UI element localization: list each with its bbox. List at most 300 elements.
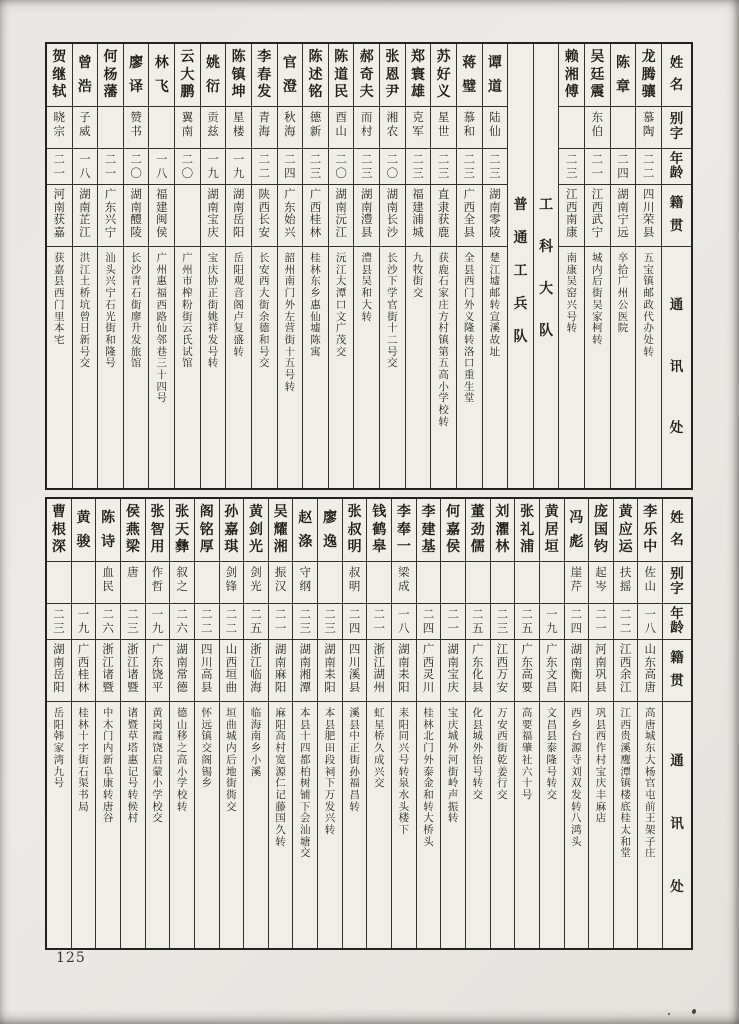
person-column [342,499,367,948]
person-column [539,499,564,948]
native-place-cell: 广 西 全 县 [457,184,482,246]
person-column [194,499,219,948]
name-cell: 郝 奇 夫 [359,49,374,101]
contact-address-cell: 卒 拾 广 州 公 医 院 [611,246,636,488]
age-cell: 一 八 [392,603,416,639]
name-cell: 张 叔 明 [347,504,362,556]
person-column [200,44,226,488]
native-place-cell: 四 川 荣 县 [636,184,661,246]
native-place-cell: 山 西 垣 曲 [220,639,244,701]
courtesy-name-cell [417,561,441,603]
native-place-cell: 广 西 桂 林 [303,184,328,246]
person-column [588,499,613,948]
person-column [430,44,456,488]
contact-address-cell: 长 沙 下 学 官 街 十 二 号 交 [380,246,405,488]
age-cell: 一 八 [638,603,662,639]
courtesy-name-cell: 起 岑 [589,561,613,603]
courtesy-name-cell: 梁 成 [392,561,416,603]
person-column [243,499,268,948]
contact-address-cell: 高 要 福 肇 社 六 十 号 [515,701,539,948]
courtesy-name-cell: 剑 光 [244,561,268,603]
person-column [97,44,123,488]
courtesy-name-cell: 陆 仙 [483,106,508,148]
courtesy-name-cell: 唐 [121,561,145,603]
name-cell: 陈 诗 [101,510,116,550]
age-cell: 二 四 [278,148,303,184]
person-column [416,499,441,948]
unit-section-column [533,44,559,488]
contact-address-cell: 中 木 门 内 新 阜 康 转 唐 谷 [96,701,120,948]
person-column [268,499,293,948]
native-place-cell: 浙 江 临 海 [244,639,268,701]
name-cell: 李 乐 中 [643,504,658,556]
person-column [637,499,662,948]
native-place-cell: 浙 江 诸 暨 [121,639,145,701]
courtesy-name-cell: 青 海 [252,106,277,148]
native-place-cell: 湖 南 芷 江 [73,184,98,246]
contact-address-cell: 本 县 十 四 都 柏 树 铺 下 会 汕 塘 交 [293,701,317,948]
courtesy-name-cell [466,561,490,603]
age-header: 年 龄 [663,603,691,639]
courtesy-name-cell [98,106,123,148]
age-cell: 二 五 [466,603,490,639]
origin-header: 籍 贯 [663,639,691,701]
contact-address-cell: 耒 阳 同 兴 号 转 泉 水 头 楼 下 [392,701,416,948]
name-cell: 蒋 璧 [462,55,477,95]
age-cell: 二 三 [354,148,379,184]
courtesy-name-cell [318,561,342,603]
native-place-cell: 江 西 南 康 [559,184,584,246]
person-column [635,44,661,488]
native-place-cell: 湖 南 岳 阳 [47,639,71,701]
name-cell: 李 建 基 [421,504,436,556]
person-column [145,499,170,948]
contact-address-cell: 汕 头 兴 宁 石 光 街 和 隆 号 [98,246,123,488]
native-place-cell: 湖 南 衡 阳 [565,639,589,701]
age-cell: 二 一 [589,603,613,639]
unit-section-label: 工 科 大 队 [539,197,554,339]
name-cell: 张 天 彝 [175,504,190,556]
courtesy-name-cell: 贡 兹 [201,106,226,148]
age-cell: 二 二 [252,148,277,184]
name-cell: 张 智 用 [150,504,165,556]
age-cell: 一 九 [72,603,96,639]
person-column [610,44,636,488]
native-place-cell: 湖 南 常 德 [170,639,194,701]
native-place-cell: 广 西 桂 林 [72,639,96,701]
person-column [225,44,251,488]
courtesy-name-cell: 佐 山 [638,561,662,603]
native-place-cell: 湖 南 宝 庆 [201,184,226,246]
contact-address-cell: 黄 岗 霞 饶 启 蒙 小 学 校 交 [146,701,170,948]
person-column [219,499,244,948]
native-place-cell: 湖 南 零 陵 [483,184,508,246]
person-column [465,499,490,948]
contact-address-cell: 获 嘉 县 西 门 里 本 宅 [47,246,72,488]
person-column [584,44,610,488]
native-place-cell: 湖 南 岳 阳 [226,184,251,246]
name-cell: 黄 骏 [76,510,91,550]
courtesy-name-cell: 守 纲 [293,561,317,603]
contact-address-cell: 沅 江 大 潭 口 文 广 茂 交 [329,246,354,488]
name-cell: 官 澄 [282,55,297,95]
roster-table-bottom [45,497,693,950]
name-cell: 孙 嘉 琪 [224,504,239,556]
name-cell: 陈 道 民 [334,49,349,101]
person-column [490,499,515,948]
contact-address-cell: 洪 江 土 桥 坑 曾 日 新 号 交 [73,246,98,488]
name-cell: 苏 好 义 [436,49,451,101]
native-place-cell: 江 西 万 安 [491,639,515,701]
courtesy-name-cell: 叔 明 [343,561,367,603]
person-column [613,499,638,948]
name-cell: 龙 腾 骧 [641,49,656,101]
name-cell: 何 杨 藩 [103,49,118,101]
person-column [456,44,482,488]
native-place-cell: 湖 南 宁 远 [611,184,636,246]
courtesy-name-cell: 子 威 [73,106,98,148]
age-cell: 一 九 [226,148,251,184]
age-cell: 二 一 [585,148,610,184]
native-place-cell: 江 西 武 宁 [585,184,610,246]
courtesy-name-cell [559,106,584,148]
origin-header: 籍 贯 [662,184,691,246]
age-cell: 一 九 [146,603,170,639]
courtesy-name-cell [515,561,539,603]
age-cell: 二 三 [318,603,342,639]
age-cell: 二 四 [611,148,636,184]
native-place-cell: 湖 南 澧 县 [354,184,379,246]
age-cell: 二 四 [343,603,367,639]
age-cell: 二 三 [121,603,145,639]
contact-address-cell: 桂 林 十 字 街 石 渠 书 局 [72,701,96,948]
age-cell: 二 二 [614,603,638,639]
contact-address-cell: 宝 庆 城 外 河 街 岭 声 振 转 [441,701,465,948]
contact-address-cell: 万 安 西 街 乾 姜 行 交 [491,701,515,948]
contact-address-cell: 城 内 后 街 吴 家 柯 转 [585,246,610,488]
courtesy-name-cell: 星 世 [431,106,456,148]
age-cell: 二 一 [98,148,123,184]
ink-speck [668,1013,670,1015]
contact-address-cell: 广 州 惠 福 西 路 仙 邻 巷 三 十 四 号 [149,246,174,488]
age-cell: 二 〇 [124,148,149,184]
courtesy-name-cell: 叙 之 [170,561,194,603]
age-cell: 二 四 [417,603,441,639]
contact-address-cell: 虹 星 桥 久 成 兴 交 [367,701,391,948]
native-place-cell: 陕 西 长 安 [252,184,277,246]
person-column [277,44,303,488]
person-column [328,44,354,488]
native-place-cell: 河 南 巩 县 [589,639,613,701]
age-cell: 二 三 [431,148,456,184]
native-place-cell: 广 东 兴 宁 [98,184,123,246]
age-cell: 二 一 [47,148,72,184]
unit-section-column [507,44,533,488]
contact-address-cell: 楚 江 墟 邮 转 宣 溪 故 址 [483,246,508,488]
contact-address-cell: 宝 庆 协 正 街 姚 祥 发 号 转 [201,246,226,488]
courtesy-name-cell [540,561,564,603]
person-column [174,44,200,488]
courtesy-name-cell [611,106,636,148]
name-cell: 黄 剑 光 [249,504,264,556]
courtesy-name-cell: 慕 和 [457,106,482,148]
native-place-cell: 湖 南 沅 江 [329,184,354,246]
age-cell: 一 九 [201,148,226,184]
name-cell: 刘 灈 林 [495,504,510,556]
name-cell: 侯 燕 梁 [125,504,140,556]
person-column [148,44,174,488]
age-cell: 二 一 [441,603,465,639]
name-cell: 吴 廷 震 [590,49,605,101]
name-cell: 陈 镇 坤 [231,49,246,101]
contact-address-cell: 全 县 西 门 外 义 隆 转 洛 口 重 生 堂 [457,246,482,488]
native-place-cell: 广 西 灵 川 [417,639,441,701]
name-cell: 贺 继 轼 [52,49,67,101]
courtesy-header: 别 字 [662,106,691,148]
name-cell: 曹 根 深 [51,504,66,556]
age-cell: 二 一 [367,603,391,639]
courtesy-name-cell: 星 楼 [226,106,251,148]
name-cell: 廖 逸 [322,510,337,550]
name-cell: 董 劲 儒 [470,504,485,556]
person-column [169,499,194,948]
contact-address-cell: 韶 州 南 门 外 左 营 街 十 五 号 转 [278,246,303,488]
native-place-cell: 浙 江 湖 州 [367,639,391,701]
courtesy-name-cell [195,561,219,603]
name-cell: 曾 浩 [77,55,92,95]
contact-address-cell: 溪 县 中 正 街 孙 福 昌 转 [343,701,367,948]
person-column [123,44,149,488]
courtesy-name-cell: 血 民 [96,561,120,603]
contact-address-cell: 南 康 吴 窑 兴 号 转 [559,246,584,488]
native-place-cell: 四 川 溪 县 [343,639,367,701]
age-cell: 二 三 [303,148,328,184]
courtesy-name-cell [149,106,174,148]
name-cell: 冯 彪 [569,510,584,550]
native-place-cell: 湖 南 耒 阳 [318,639,342,701]
name-cell: 庞 国 钧 [593,504,608,556]
name-cell: 林 飞 [154,55,169,95]
person-column [251,44,277,488]
contact-address-cell: 长 沙 青 石 街 廖 升 发 旅 馆 [124,246,149,488]
courtesy-name-cell [367,561,391,603]
contact-header: 通 讯 处 [662,246,691,488]
native-place-cell: 江 西 余 江 [614,639,638,701]
roster-table-top [45,42,693,490]
native-place-cell: 湖 南 醴 陵 [124,184,149,246]
age-cell: 二 三 [483,148,508,184]
contact-address-cell: 广 州 市 榨 粉 街 云 氏 试 馆 [175,246,200,488]
contact-address-cell: 德 山 移 之 高 小 学 校 转 [170,701,194,948]
courtesy-name-cell: 作 哲 [146,561,170,603]
courtesy-name-cell: 赞 书 [124,106,149,148]
native-place-cell: 浙 江 诸 暨 [96,639,120,701]
unit-section-label: 普 通 工 兵 队 [513,197,528,345]
age-cell: 二 二 [636,148,661,184]
person-column [47,499,71,948]
name-cell: 阁 铭 厚 [199,504,214,556]
courtesy-name-cell: 晓 宗 [47,106,72,148]
name-cell: 吴 耀 湘 [273,504,288,556]
name-cell: 谭 道 [487,55,502,95]
native-place-cell: 湖 南 长 沙 [380,184,405,246]
contact-address-cell: 五 宝 镇 邮 政 代 办 处 转 [636,246,661,488]
person-column [120,499,145,948]
native-place-cell: 直 隶 获 鹿 [431,184,456,246]
courtesy-name-cell: 振 汉 [269,561,293,603]
person-column [391,499,416,948]
native-place-cell: 广 东 饶 平 [146,639,170,701]
person-column [564,499,589,948]
person-column [366,499,391,948]
courtesy-name-cell [72,561,96,603]
person-column [302,44,328,488]
courtesy-name-cell: 而 村 [354,106,379,148]
column-headers [662,499,691,948]
courtesy-name-cell: 湘 农 [380,106,405,148]
contact-address-cell: 澧 县 吴 和 大 转 [354,246,379,488]
contact-address-cell: 临 海 南 乡 小 溪 [244,701,268,948]
age-cell: 二 五 [244,603,268,639]
native-place-cell: 湖 南 湘 潭 [293,639,317,701]
courtesy-name-cell [441,561,465,603]
name-cell: 张 礼 浦 [520,504,535,556]
person-column [440,499,465,948]
contact-address-cell: 高 唐 城 东 大 杨 官 屯 前 王 架 子 庄 [638,701,662,948]
courtesy-name-cell: 剑 锋 [220,561,244,603]
age-cell: 一 九 [540,603,564,639]
courtesy-name-cell: 克 军 [406,106,431,148]
age-cell: 二 〇 [380,148,405,184]
name-cell: 张 恩 尹 [385,49,400,101]
contact-address-cell: 桂 林 东 乡 惠 仙 墟 陈 寓 [303,246,328,488]
person-column [379,44,405,488]
person-column [317,499,342,948]
courtesy-name-cell: 慕 陶 [636,106,661,148]
courtesy-name-cell: 秋 海 [278,106,303,148]
name-cell: 赖 湘 傅 [564,49,579,101]
courtesy-name-cell: 崖 芹 [565,561,589,603]
age-cell: 二 二 [220,603,244,639]
age-cell: 二 六 [96,603,120,639]
name-cell: 何 嘉 侯 [446,504,461,556]
name-cell: 黄 居 垣 [544,504,559,556]
name-cell: 黄 应 运 [618,504,633,556]
age-cell: 二 一 [269,603,293,639]
contact-address-cell: 麻 阳 高 村 宽 源 仁 记 藤 国 久 转 [269,701,293,948]
contact-address-cell: 江 西 贵 溪 鹰 潭 镇 楼 底 桂 太 和 堂 [614,701,638,948]
native-place-cell: 湖 南 麻 阳 [269,639,293,701]
name-cell: 陈 述 铭 [308,49,323,101]
name-header: 姓 名 [669,54,684,94]
native-place-cell: 广 东 始 兴 [278,184,303,246]
age-header: 年 龄 [662,148,691,184]
native-place-cell: 山 东 高 唐 [638,639,662,701]
ink-speck [691,1008,696,1014]
native-place-cell: 湖 南 耒 阳 [392,639,416,701]
person-column [405,44,431,488]
name-cell: 李 春 发 [257,49,272,101]
age-cell: 一 八 [149,148,174,184]
contact-address-cell: 诸 暨 草 塔 惠 记 号 转 候 村 [121,701,145,948]
contact-address-cell: 怀 远 镇 交 阁 锡 乡 [195,701,219,948]
native-place-cell: 广 东 文 昌 [540,639,564,701]
person-column [558,44,584,488]
age-cell: 二 三 [293,603,317,639]
native-place-cell: 四 川 高 县 [195,639,219,701]
contact-header: 通 讯 处 [663,701,691,948]
age-cell: 二 二 [195,603,219,639]
age-cell: 二 〇 [175,148,200,184]
person-column [353,44,379,488]
native-place-cell: 广 东 化 县 [466,639,490,701]
courtesy-name-cell: 德 新 [303,106,328,148]
contact-address-cell: 长 安 西 大 街 余 德 和 号 交 [252,246,277,488]
person-column [514,499,539,948]
age-cell: 二 三 [406,148,431,184]
age-cell: 二 六 [170,603,194,639]
age-cell: 一 八 [73,148,98,184]
native-place-cell: 湖 南 宝 庆 [441,639,465,701]
name-cell: 陈 章 [616,55,630,95]
person-column [72,44,98,488]
person-column [47,44,72,488]
contact-address-cell: 九 牧 街 交 [406,246,431,488]
courtesy-name-cell: 东 伯 [585,106,610,148]
contact-address-cell: 桂 林 北 门 外 泰 金 和 转 大 桥 头 [417,701,441,948]
age-cell: 二 四 [565,603,589,639]
courtesy-name-cell: 酉 山 [329,106,354,148]
name-cell: 郑 寰 雄 [411,49,425,101]
name-header: 姓 名 [670,509,684,549]
native-place-cell: 福 建 浦 城 [406,184,431,246]
contact-address-cell: 获 鹿 石 家 庄 方 村 镇 第 五 高 小 学 校 转 [431,246,456,488]
age-cell: 二 三 [491,603,515,639]
person-column [71,499,96,948]
name-cell: 姚 衍 [206,55,220,95]
column-headers [661,44,691,488]
native-place-cell [175,184,200,246]
name-cell: 钱 鹤 皋 [372,504,387,556]
age-cell: 二 五 [515,603,539,639]
courtesy-name-cell [47,561,71,603]
age-cell: 二 〇 [329,148,354,184]
person-column [482,44,508,488]
name-cell: 李 奉 一 [396,504,411,556]
contact-address-cell: 岳 阳 韩 家 湾 九 号 [47,701,71,948]
courtesy-header: 别 字 [663,561,691,603]
contact-address-cell: 岳 阳 观 音 阁 卢 复 盛 转 [226,246,251,488]
courtesy-name-cell [491,561,515,603]
contact-address-cell: 文 昌 县 泰 隆 号 转 交 [540,701,564,948]
courtesy-name-cell: 翼 南 [175,106,200,148]
age-cell: 二 三 [559,148,584,184]
native-place-cell: 福 建 闽 侯 [149,184,174,246]
age-cell: 二 三 [47,603,71,639]
page-number: 125 [56,950,86,966]
contact-address-cell: 垣 曲 城 内 后 地 街 衖 交 [220,701,244,948]
courtesy-name-cell: 扶 摇 [614,561,638,603]
contact-address-cell: 西 乡 台 源 寺 刘 双 发 转 八 鸿 头 [565,701,589,948]
person-column [292,499,317,948]
native-place-cell: 广 东 高 要 [515,639,539,701]
name-cell: 廖 译 [129,55,144,95]
contact-address-cell: 巩 县 西 作 村 宝 庆 丰 麻 店 [589,701,613,948]
person-column [95,499,120,948]
native-place-cell: 河 南 获 嘉 [47,184,72,246]
contact-address-cell: 化 县 城 外 怡 号 转 交 [466,701,490,948]
age-cell: 二 三 [457,148,482,184]
